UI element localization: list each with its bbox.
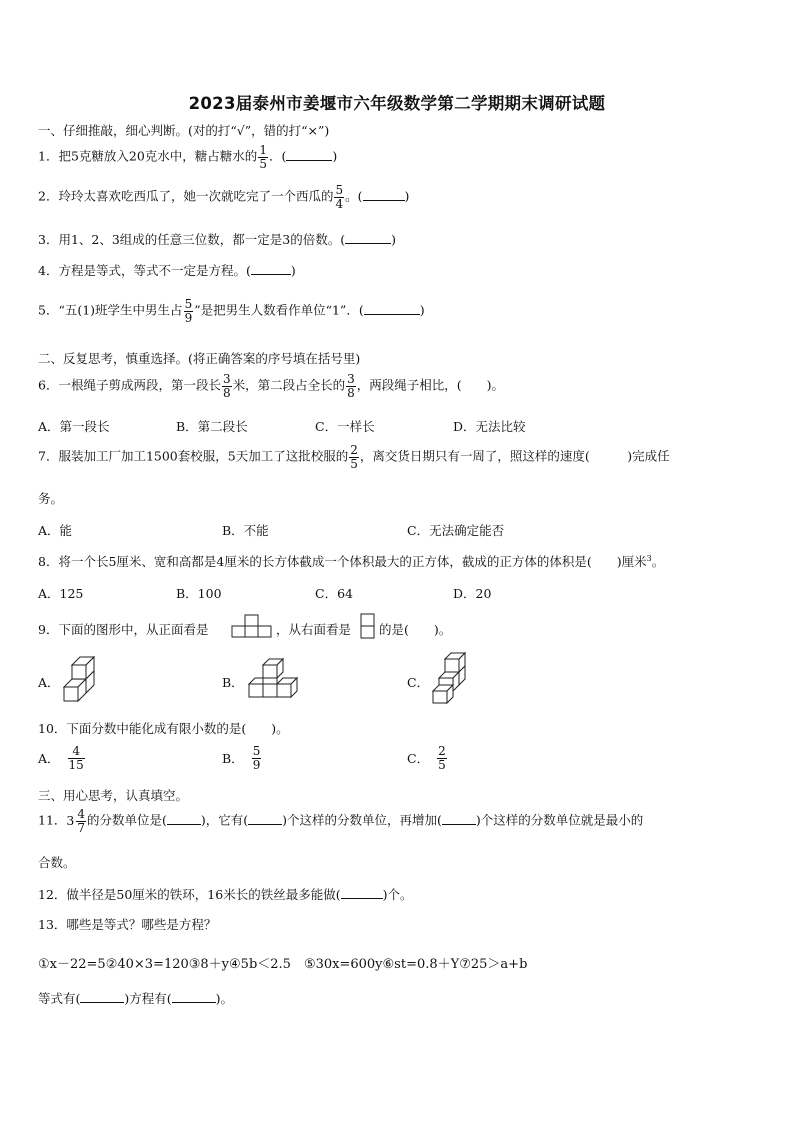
cube-stack-c[interactable] <box>431 651 471 705</box>
question-text: 8．将一个长5厘米、宽和高都是4厘米的长方体截成一个体积最大的正方体，截成的正方体的体积是( )厘米 <box>38 554 647 569</box>
question-2 <box>38 184 409 210</box>
question-12 <box>38 885 413 903</box>
answer-blank[interactable] <box>286 150 332 161</box>
question-6 <box>38 373 504 399</box>
fraction <box>258 144 268 170</box>
option-c[interactable] <box>407 745 448 771</box>
section-heading-3: 三、用心思考，认真填空。 <box>38 788 189 803</box>
front-view-figure <box>231 614 273 638</box>
question-text: 的分数单位是( <box>87 812 167 828</box>
question-1 <box>38 144 337 170</box>
question-text: 11． <box>38 812 67 828</box>
question-text: )方程有( <box>124 991 172 1006</box>
option-label: B． <box>222 751 244 767</box>
fraction <box>252 745 262 771</box>
question-text: ．( <box>268 148 287 164</box>
fraction <box>346 373 356 399</box>
question-text: 7．服装加工厂加工1500套校服，5天加工了这批校服的 <box>38 448 349 464</box>
denominator: 5 <box>350 456 358 471</box>
option-c[interactable]: C．一样长 <box>315 419 375 434</box>
question-text: )个这样的分数单位就是最小的 <box>475 812 644 828</box>
numerator: 2 <box>438 744 446 758</box>
option-label: C． <box>407 751 430 767</box>
question-text: ，两段绳子相比，( )。 <box>356 377 505 393</box>
numerator: 5 <box>252 744 261 758</box>
question-9-part2: ，从右面看是 <box>276 622 352 637</box>
question-text: 1．把5克糖放入20克水中，糖占糖水的 <box>38 148 258 164</box>
question-9-part1: 9．下面的图形中，从正面看是 <box>38 622 209 637</box>
denominator: 8 <box>222 385 231 400</box>
question-10: 10．下面分数中能化成有限小数的是( )。 <box>38 721 289 736</box>
option-a[interactable]: A． <box>38 675 60 690</box>
question-11-line2: 合数。 <box>38 855 76 870</box>
answer-blank[interactable] <box>80 992 124 1003</box>
answer-blank[interactable] <box>172 992 216 1003</box>
answer-blank[interactable] <box>345 233 391 244</box>
option-a[interactable]: A．125 <box>38 586 84 601</box>
question-7-line2: 务。 <box>38 491 64 506</box>
superscript: 3 <box>646 553 652 563</box>
question-text: )。 <box>215 991 234 1006</box>
fraction <box>184 298 194 324</box>
right-view-figure <box>360 613 376 639</box>
denominator: 5 <box>259 156 267 171</box>
answer-blank[interactable] <box>251 264 291 275</box>
question-text: )个这样的分数单位，再增加( <box>282 812 442 828</box>
question-text: 6．一根绳子剪成两段，第一段长 <box>38 377 221 393</box>
fraction <box>222 373 232 399</box>
option-c[interactable]: C．64 <box>315 586 353 601</box>
option-c[interactable]: C． <box>407 675 430 690</box>
option-a[interactable]: A．第一段长 <box>38 419 110 434</box>
fraction <box>437 745 447 771</box>
option-b[interactable] <box>222 745 262 771</box>
answer-blank[interactable] <box>363 190 405 201</box>
denominator: 9 <box>184 310 193 325</box>
question-text: 3．用1、2、3组成的任意三位数，都一定是3的倍数。( <box>38 232 346 247</box>
question-text: 4．方程是等式，等式不一定是方程。( <box>38 263 251 278</box>
question-9-part3: 的是( )。 <box>379 622 452 637</box>
numerator: 2 <box>350 443 358 457</box>
numerator: 3 <box>222 372 231 386</box>
numerator: 4 <box>72 744 80 758</box>
question-3 <box>38 230 396 248</box>
denominator: 9 <box>252 757 261 772</box>
fraction <box>68 745 85 771</box>
question-text: )个。 <box>382 887 413 902</box>
option-a[interactable]: A．能 <box>38 523 73 538</box>
question-8 <box>38 552 664 570</box>
question-text: ”是把男生人数看作单位“1”．( <box>194 302 364 318</box>
question-5 <box>38 298 425 324</box>
option-a[interactable] <box>38 745 86 771</box>
question-text: 2．玲玲太喜欢吃西瓜了，她一次就吃完了一个西瓜的 <box>38 188 334 204</box>
numerator: 5 <box>335 183 344 197</box>
question-text: 等式有( <box>38 991 81 1006</box>
numerator: 3 <box>347 372 355 386</box>
mixed-number-whole: 3 <box>66 812 75 828</box>
fraction <box>334 184 344 210</box>
question-text: ) <box>419 302 425 318</box>
denominator: 7 <box>77 820 85 835</box>
question-13-answer <box>38 989 233 1007</box>
fraction <box>349 444 359 470</box>
question-text: 12．做半径是50厘米的铁环，16米长的铁丝最多能做( <box>38 887 341 902</box>
denominator: 4 <box>335 196 344 211</box>
denominator: 5 <box>438 757 446 772</box>
option-c[interactable]: C．无法确定能否 <box>407 523 505 538</box>
numerator: 4 <box>77 807 85 821</box>
option-b[interactable]: B．不能 <box>222 523 269 538</box>
option-d[interactable]: D．20 <box>453 586 492 601</box>
question-text: 米，第二段占全长的 <box>232 377 346 393</box>
denominator: 8 <box>347 385 355 400</box>
answer-blank[interactable] <box>248 814 282 825</box>
cube-stack-b[interactable] <box>247 657 303 699</box>
denominator: 15 <box>68 757 84 772</box>
section-heading-1: 一、仔细推敲，细心判断。(对的打“√”，错的打“×”) <box>38 123 330 138</box>
question-13-items: ①x－22=5②40×3=120③8＋y④5b＜2.5 ⑤30x=600y⑥st=0.8＋Y⑦25＞a+b <box>38 957 528 972</box>
question-4 <box>38 261 296 279</box>
numerator: 1 <box>259 143 267 157</box>
option-b[interactable]: B．100 <box>176 586 222 601</box>
question-text: )，它有( <box>200 812 249 828</box>
question-text: ) <box>332 148 338 164</box>
option-d[interactable]: D．无法比较 <box>453 419 526 434</box>
question-text: ) <box>404 188 410 204</box>
question-text: ) <box>290 263 296 278</box>
answer-blank[interactable] <box>442 814 476 825</box>
question-text: 5．“五(1)班学生中男生占 <box>38 302 183 318</box>
option-b[interactable]: B． <box>222 675 244 690</box>
answer-blank[interactable] <box>341 888 383 899</box>
question-11 <box>38 808 643 834</box>
question-7 <box>38 444 670 470</box>
question-text: ，离交货日期只有一周了，照这样的速度( )完成任 <box>359 448 670 464</box>
numerator: 5 <box>184 297 193 311</box>
section-heading-2: 二、反复思考，慎重选择。(将正确答案的序号填在括号里) <box>38 351 361 366</box>
option-b[interactable]: B．第二段长 <box>176 419 248 434</box>
question-text: 。( <box>345 188 363 204</box>
cube-stack-a[interactable] <box>62 655 98 703</box>
fraction <box>76 808 86 834</box>
question-text: ) <box>391 232 397 247</box>
answer-blank[interactable] <box>364 304 420 315</box>
answer-blank[interactable] <box>167 814 201 825</box>
question-text: 。 <box>651 554 665 569</box>
question-13: 13．哪些是等式？哪些是方程？ <box>38 917 217 932</box>
page-title: 2023届泰州市姜堰市六年级数学第二学期期末调研试题 <box>188 94 606 113</box>
option-label: A． <box>38 751 60 767</box>
